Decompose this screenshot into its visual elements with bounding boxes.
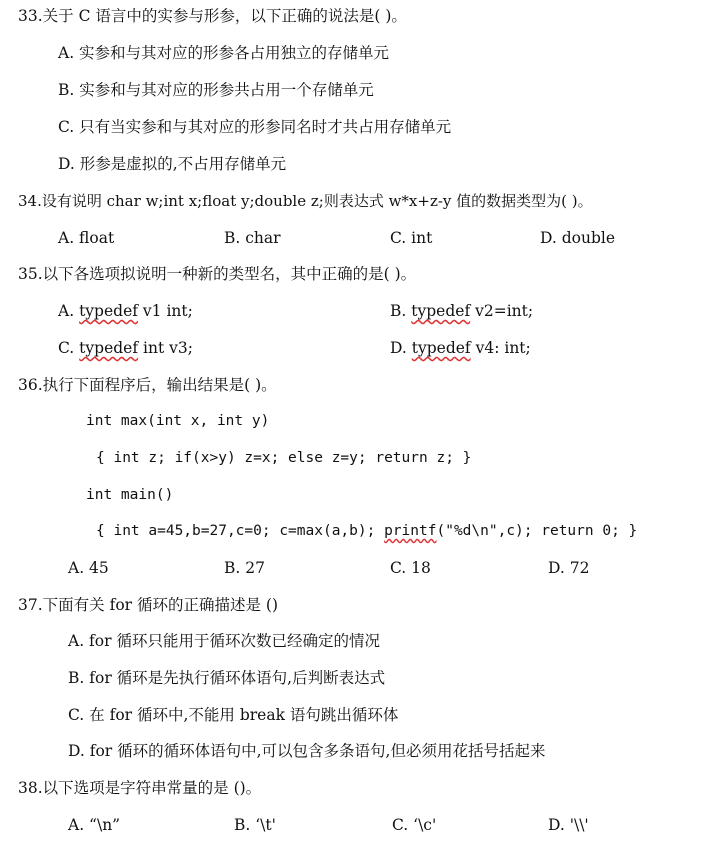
typedef-keyword: typedef [411, 339, 471, 357]
question-38-stem: 38.以下选项是字符串常量的是 ()。 [18, 779, 262, 797]
code-line-4-pre: { int a=45,b=27,c=0; c=max(a,b); [96, 523, 385, 539]
question-36-option-b: B. 27 [224, 559, 265, 577]
question-33-option-b: B. 实参和与其对应的形参共占用一个存储单元 [58, 81, 374, 99]
question-37-option-d: D. for 循环的循环体语句中,可以包含多条语句,但必须用花括号括起来 [68, 742, 546, 760]
question-38-option-d: D. '\\' [548, 816, 589, 834]
question-35-option-c [58, 338, 193, 358]
question-38-option-b: B. ‘\t' [234, 816, 276, 834]
question-33-option-c: C. 只有当实参和与其对应的形参同名时才共占用存储单元 [58, 118, 452, 136]
question-37-option-c: C. 在 for 循环中,不能用 break 语句跳出循环体 [68, 706, 399, 724]
code-line-4-post: ("%d\n",c); return 0; } [436, 523, 638, 539]
option-rest: v4: int; [470, 339, 531, 357]
question-33-option-d: D. 形参是虚拟的,不占用存储单元 [58, 155, 287, 173]
option-label: C. [58, 339, 75, 357]
question-34-option-b: B. char [224, 229, 281, 247]
question-37-option-a: A. for 循环只能用于循环次数已经确定的情况 [68, 632, 380, 650]
question-35-option-b [390, 301, 533, 321]
typedef-keyword: typedef [79, 302, 138, 320]
option-rest: int v3; [138, 339, 193, 357]
question-34-stem: 34.设有说明 char w;int x;float y;double z;则表达式 w*x+z-y 值的数据类型为( )。 [18, 192, 593, 210]
option-rest: v2=int; [470, 302, 534, 320]
question-38-option-c: C. ‘\c' [392, 816, 437, 834]
question-36-option-c: C. 18 [390, 559, 431, 577]
printf-keyword: printf [384, 523, 437, 539]
code-line-3: int main() [86, 487, 174, 503]
option-label: A. [58, 302, 75, 320]
question-35-option-d [390, 338, 531, 358]
question-33-option-a: A. 实参和与其对应的形参各占用独立的存储单元 [58, 44, 390, 62]
code-line-2: { int z; if(x>y) z=x; else z=y; return z; } [96, 450, 472, 466]
question-34-option-c: C. int [390, 229, 433, 247]
question-37-option-b: B. for 循环是先执行循环体语句,后判断表达式 [68, 669, 386, 687]
code-line-4 [96, 521, 637, 541]
question-36-option-a: A. 45 [68, 559, 109, 577]
question-36-stem: 36.执行下面程序后，输出结果是( )。 [18, 376, 277, 394]
option-rest: v1 int; [137, 302, 193, 320]
code-line-1: int max(int x, int y) [86, 413, 270, 429]
typedef-keyword: typedef [411, 302, 471, 320]
question-38-option-a: A. “\n” [68, 816, 121, 834]
question-33-stem: 33.关于 C 语言中的实参与形参，以下正确的说法是( )。 [18, 7, 407, 25]
question-34-option-a: A. float [58, 229, 115, 247]
question-37-stem: 37.下面有关 for 循环的正确描述是 () [18, 596, 279, 614]
question-36-option-d: D. 72 [548, 559, 590, 577]
question-34-option-d: D. double [540, 229, 616, 247]
typedef-keyword: typedef [79, 339, 139, 357]
option-label: B. [390, 302, 407, 320]
question-35-stem: 35.以下各选项拟说明一种新的类型名，其中正确的是( )。 [18, 265, 417, 283]
question-35-option-a [58, 301, 193, 321]
option-label: D. [390, 339, 407, 357]
